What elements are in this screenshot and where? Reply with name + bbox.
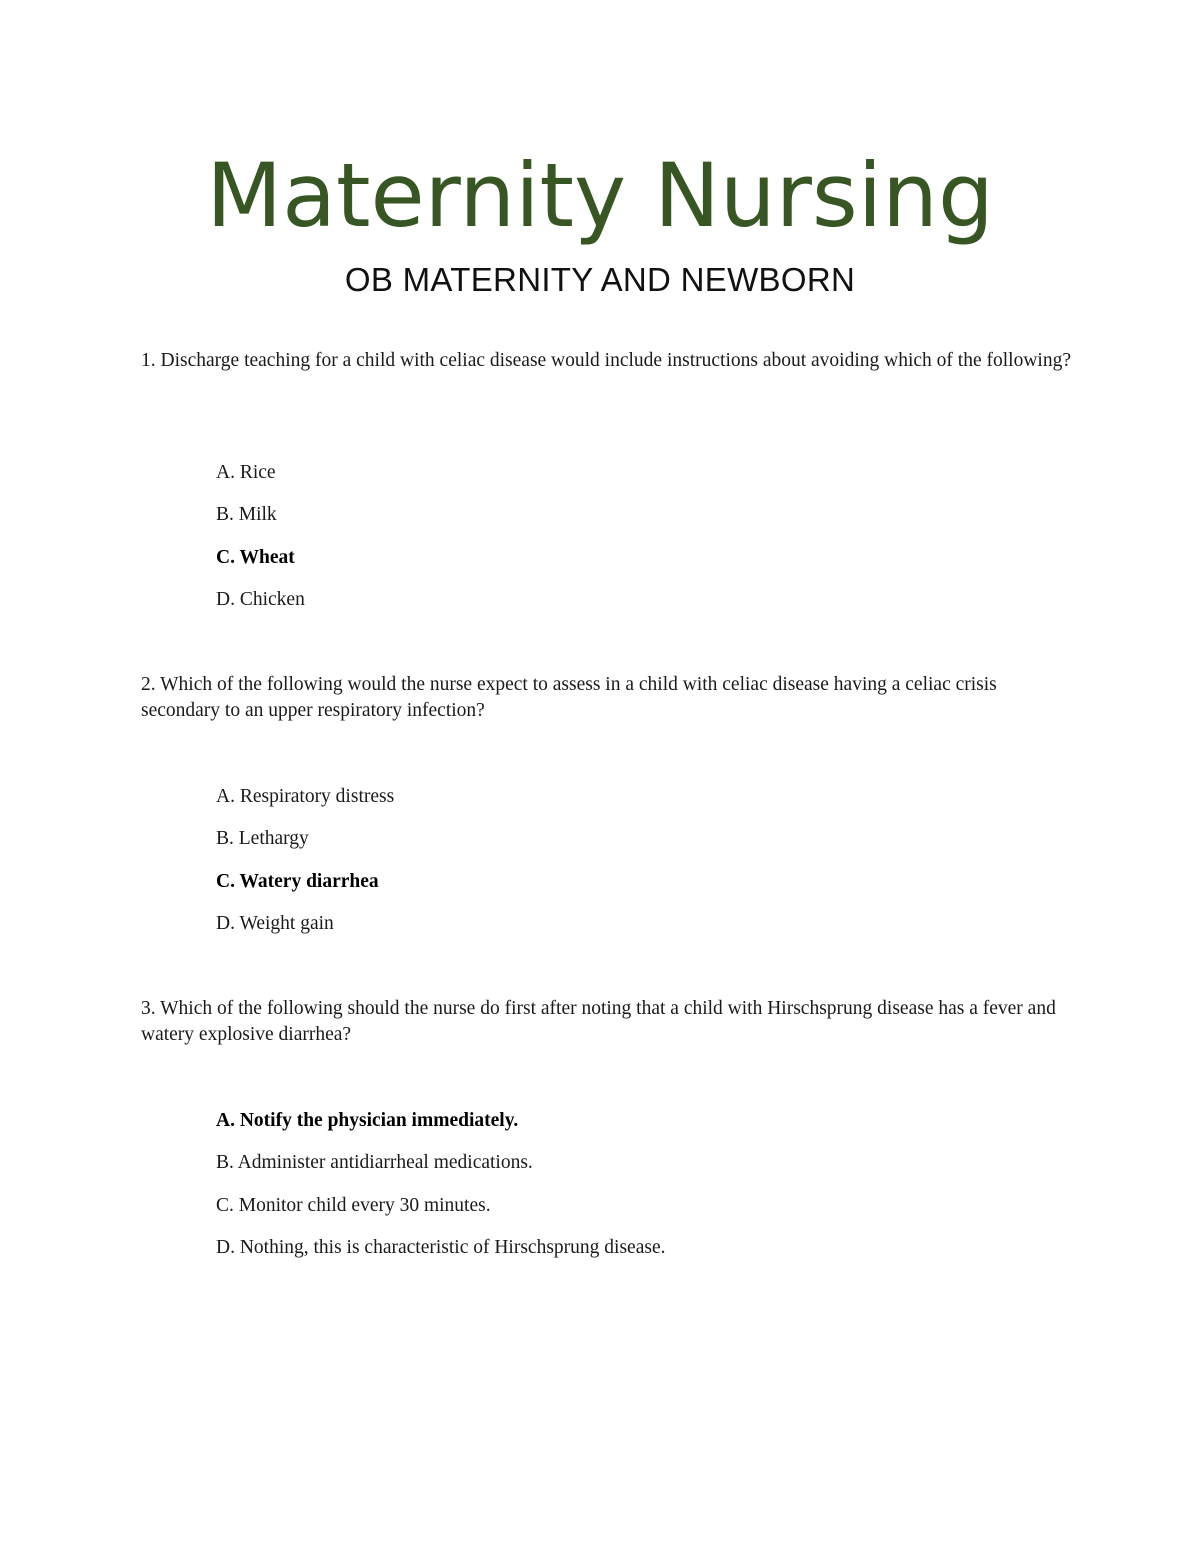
question-1-options: [216, 460, 305, 629]
question-2-options: [216, 784, 394, 953]
question-1-text: 1. Discharge teaching for a child with celiac disease would include instructions about avoiding which of the following?: [141, 350, 1071, 371]
document-subtitle: OB MATERNITY AND NEWBORN: [344, 261, 856, 298]
question-3-option-d: D. Nothing, this is characteristic of Hirschsprung disease.: [216, 1236, 666, 1258]
question-1-option-c: C. Wheat: [216, 546, 295, 568]
question-2-option-c: C. Watery diarrhea: [216, 870, 379, 892]
question-2-option-d: D. Weight gain: [216, 912, 334, 934]
question-2-text: 2. Which of the following would the nurse expect to assess in a child with celiac disease having a celiac crisis secondary to an upper respiratory infection?: [141, 674, 997, 721]
question-1-option-a: A. Rice: [216, 462, 276, 483]
question-2-option-a: A. Respiratory distress: [216, 786, 395, 807]
question-3-text: 3. Which of the following should the nurse do first after noting that a child with Hirschsprung disease has a fever and watery explosive diarrhea?: [141, 998, 1056, 1045]
question-1-option-d: D. Chicken: [216, 588, 305, 610]
question-3-options: [216, 1108, 665, 1277]
question-3-option-b: B. Administer antidiarrheal medications.: [216, 1152, 533, 1174]
question-3-option-a: A. Notify the physician immediately.: [216, 1110, 519, 1131]
question-3-option-c: C. Monitor child every 30 minutes.: [216, 1194, 491, 1216]
document-title: Maternity Nursing: [206, 144, 994, 247]
question-2-option-b: B. Lethargy: [216, 828, 309, 850]
question-1-option-b: B. Milk: [216, 504, 277, 526]
